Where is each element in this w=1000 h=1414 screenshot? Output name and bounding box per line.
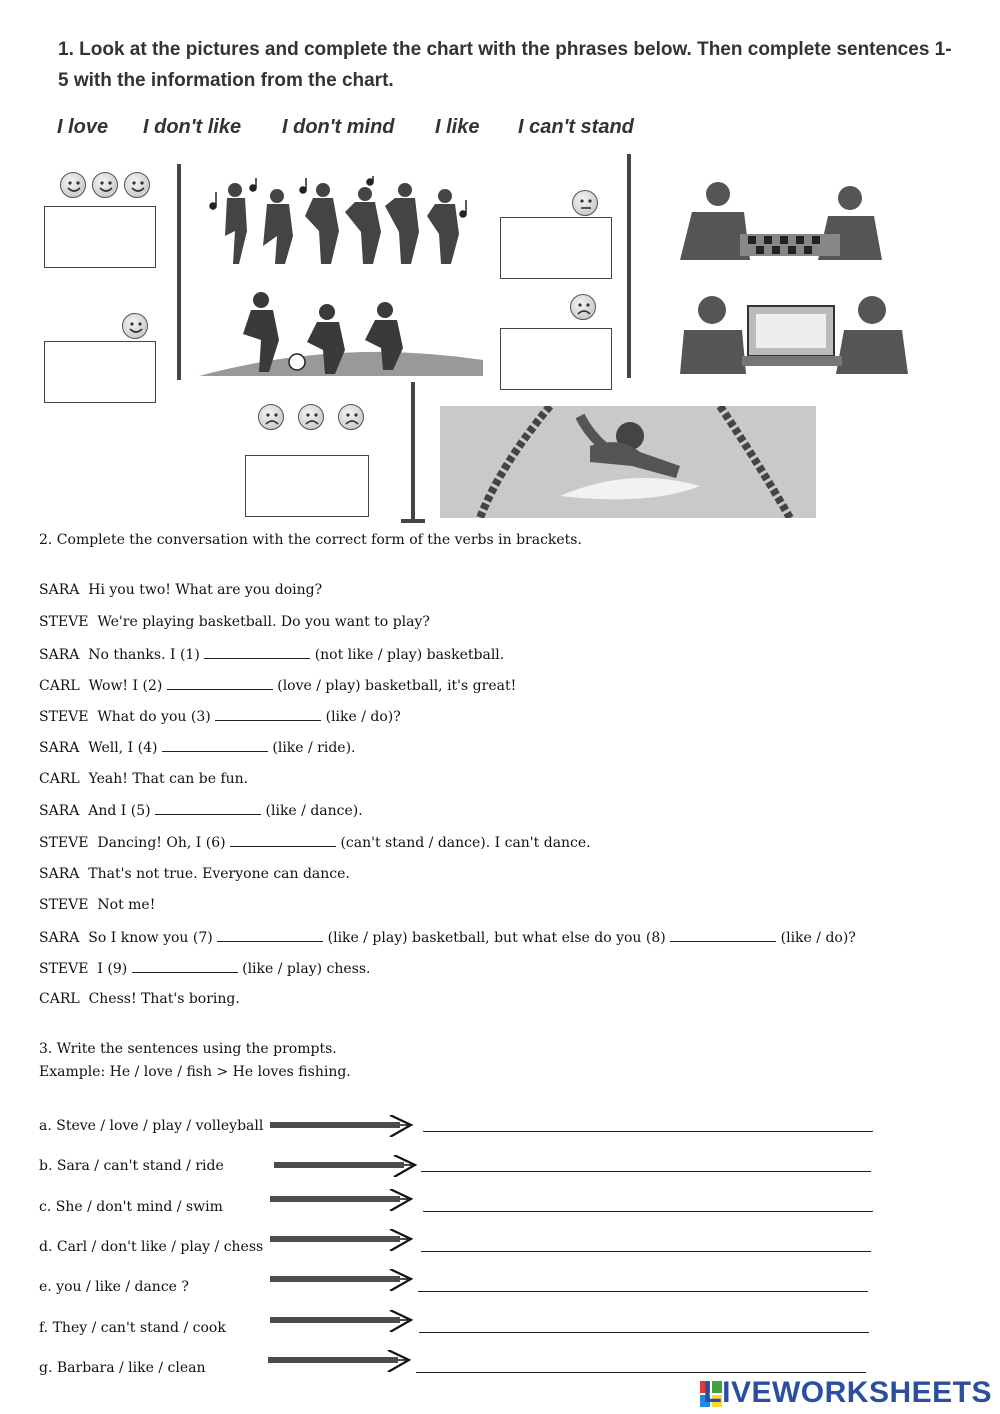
arrow-right-icon xyxy=(272,1155,418,1177)
exercise-2-instructions: 2. Complete the conversation with the correct form of the verbs in brackets. xyxy=(39,532,582,548)
sad-face-icon xyxy=(338,404,364,430)
blank-7[interactable] xyxy=(217,929,323,942)
dialogue-line: SARA And I (5) (like / dance). xyxy=(39,803,363,819)
prompt-e: e. you / like / dance ? xyxy=(39,1279,189,1295)
answer-line-d[interactable] xyxy=(421,1250,871,1252)
divider-line xyxy=(411,382,415,522)
liveworksheets-brand[interactable]: LIVEWORKSHEETS xyxy=(703,1376,992,1409)
dialogue-line: SARA So I know you (7) (like / play) basketball, but what else do you (8) (like / do)? xyxy=(39,930,856,946)
prompt-a: a. Steve / love / play / volleyball xyxy=(39,1118,264,1134)
answer-line-e[interactable] xyxy=(418,1290,868,1292)
dialogue-line: SARA Well, I (4) (like / ride). xyxy=(39,740,356,756)
dialogue-line: STEVE What do you (3) (like / do)? xyxy=(39,709,401,725)
dialogue-line: CARL Yeah! That can be fun. xyxy=(39,771,249,787)
blank-4[interactable] xyxy=(162,739,268,752)
arrow-right-icon xyxy=(268,1269,414,1291)
exercise-3-example: Example: He / love / fish > He loves fishing. xyxy=(39,1064,351,1080)
answer-line-f[interactable] xyxy=(419,1331,869,1333)
blank-1[interactable] xyxy=(204,646,310,659)
answer-box-love[interactable] xyxy=(44,206,156,268)
dialogue-line: SARA Hi you two! What are you doing? xyxy=(39,582,323,598)
arrow-right-icon xyxy=(268,1115,414,1137)
exercise-1-instructions: 1. Look at the pictures and complete the chart with the phrases below. Then complete sentences 1-5 with the information from the chart. xyxy=(58,39,952,91)
swimmer-illustration xyxy=(440,406,816,518)
prompt-b: b. Sara / can't stand / ride xyxy=(39,1158,224,1174)
answer-line-g[interactable] xyxy=(416,1371,866,1373)
phrase-i-dont-mind: I don't mind xyxy=(282,116,395,138)
arrow-right-icon xyxy=(266,1350,412,1372)
divider-line xyxy=(627,154,631,378)
answer-line-b[interactable] xyxy=(421,1170,871,1172)
happy-face-icon xyxy=(122,313,148,339)
arrow-right-icon xyxy=(268,1229,414,1251)
prompt-d: d. Carl / don't like / play / chess xyxy=(39,1239,264,1255)
phrase-i-love: I love xyxy=(57,116,109,138)
dialogue-line: STEVE Not me! xyxy=(39,897,156,913)
answer-box-like[interactable] xyxy=(44,341,156,403)
neutral-face-icon xyxy=(572,190,598,216)
arrow-right-icon xyxy=(268,1310,414,1332)
divider-foot xyxy=(401,519,425,523)
blank-8[interactable] xyxy=(670,929,776,942)
sad-face-icon xyxy=(298,404,324,430)
answer-box-cant-stand[interactable] xyxy=(245,455,369,517)
video-game-players-illustration xyxy=(676,290,928,374)
answer-line-a[interactable] xyxy=(423,1130,873,1132)
prompt-c: c. She / don't mind / swim xyxy=(39,1199,223,1215)
happy-face-icon xyxy=(124,172,150,198)
football-players-illustration xyxy=(199,290,483,376)
dialogue-line: STEVE We're playing basketball. Do you want to play? xyxy=(39,614,430,630)
dialogue-line: CARL Chess! That's boring. xyxy=(39,991,240,1007)
exercise-3-instructions: 3. Write the sentences using the prompts. xyxy=(39,1041,337,1057)
happy-face-icon xyxy=(60,172,86,198)
blank-2[interactable] xyxy=(167,677,273,690)
answer-line-c[interactable] xyxy=(423,1210,873,1212)
happy-face-icon xyxy=(92,172,118,198)
prompt-f: f. They / can't stand / cook xyxy=(39,1320,226,1336)
phrase-i-dont-like: I don't like xyxy=(143,116,242,138)
divider-line xyxy=(177,164,181,380)
phrase-i-like: I like xyxy=(435,116,480,138)
dialogue-line: STEVE I (9) (like / play) chess. xyxy=(39,961,371,977)
arrow-right-icon xyxy=(268,1189,414,1211)
blank-5[interactable] xyxy=(155,802,261,815)
blank-3[interactable] xyxy=(215,708,321,721)
sad-face-icon xyxy=(570,294,596,320)
sad-face-icon xyxy=(258,404,284,430)
phrase-i-cant-stand: I can't stand xyxy=(518,116,634,138)
answer-box-dont-mind[interactable] xyxy=(500,217,612,279)
dialogue-line: SARA That's not true. Everyone can dance. xyxy=(39,866,350,882)
blank-9[interactable] xyxy=(132,960,238,973)
blank-6[interactable] xyxy=(230,834,336,847)
prompt-g: g. Barbara / like / clean xyxy=(39,1360,206,1376)
dialogue-line: CARL Wow! I (2) (love / play) basketball, it's great! xyxy=(39,678,517,694)
dancing-people-illustration xyxy=(205,176,477,264)
dialogue-line: SARA No thanks. I (1) (not like / play) basketball. xyxy=(39,647,505,663)
answer-box-dont-like[interactable] xyxy=(500,328,612,390)
chess-players-illustration xyxy=(678,176,900,260)
dialogue-line: STEVE Dancing! Oh, I (6) (can't stand / dance). I can't dance. xyxy=(39,835,591,851)
